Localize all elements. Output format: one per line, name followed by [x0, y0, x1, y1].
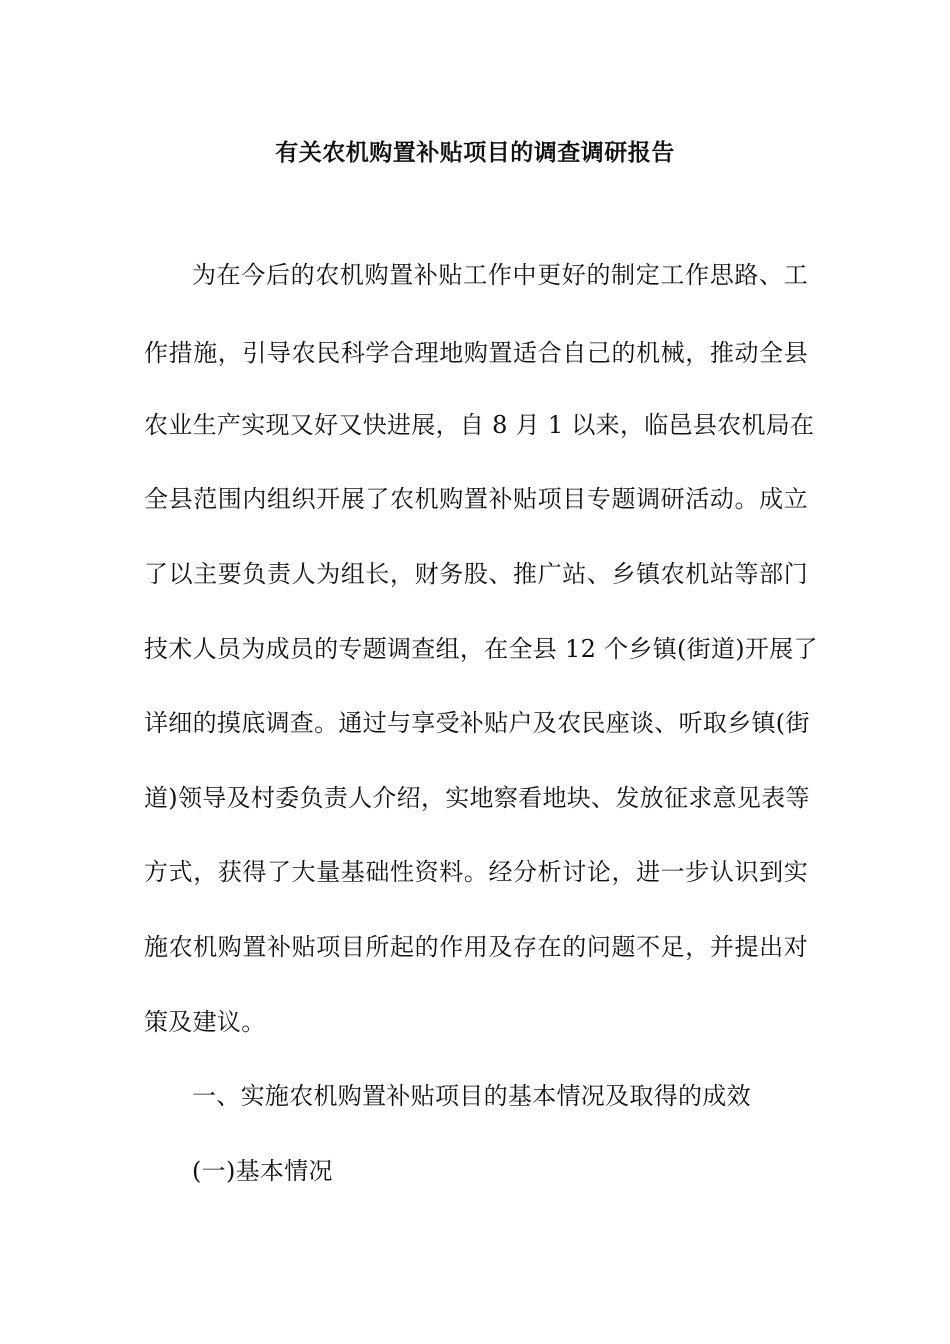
document-title: 有关农机购置补贴项目的调查调研报告 [275, 139, 675, 166]
paragraph-line: 施农机购置补贴项目所起的作用及存在的问题不足，并提出对 [144, 933, 808, 961]
paragraph-line: 为在今后的农机购置补贴工作中更好的制定工作思路、工 [192, 261, 808, 289]
paragraph-line: 农业生产实现又好又快进展，自 8 月 1 以来，临邑县农机局在 [144, 411, 815, 439]
subsection-heading: (一)基本情况 [192, 1157, 333, 1185]
paragraph-line-last: 策及建议。 [144, 1008, 266, 1036]
paragraph-line: 道)领导及村委负责人介绍，实地察看地块、发放征求意见表等 [144, 784, 810, 812]
paragraph-line: 全县范围内组织开展了农机购置补贴项目专题调研活动。成立 [144, 485, 808, 513]
paragraph-line: 作措施，引导农民科学合理地购置适合自己的机械，推动全县 [144, 339, 808, 367]
paragraph-line: 方式，获得了大量基础性资料。经分析讨论，进一步认识到实 [144, 858, 808, 886]
paragraph-line: 技术人员为成员的专题调查组，在全县 12 个乡镇(街道)开展了 [144, 635, 818, 663]
section-heading: 一、实施农机购置补贴项目的基本情况及取得的成效 [192, 1082, 751, 1110]
paragraph-line: 详细的摸底调查。通过与享受补贴户及农民座谈、听取乡镇(街 [144, 709, 810, 737]
paragraph-line: 了以主要负责人为组长，财务股、推广站、乡镇农机站等部门 [144, 560, 808, 588]
